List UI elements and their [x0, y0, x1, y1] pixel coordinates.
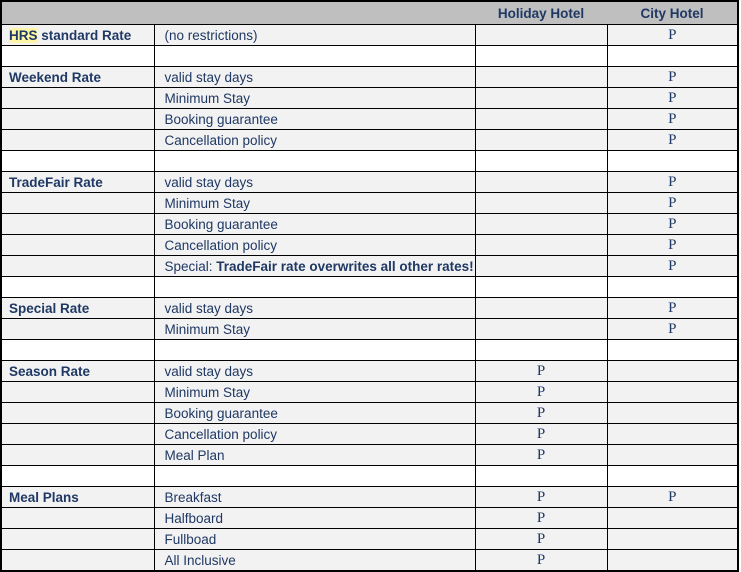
- detail-label: Minimum Stay: [164, 321, 251, 337]
- city-hotel-cell: [607, 529, 738, 550]
- holiday-hotel-cell: [475, 67, 607, 88]
- detail-cell: [154, 25, 475, 46]
- category-cell: [1, 256, 154, 277]
- city-hotel-cell: [607, 403, 738, 424]
- city-hotel-cell: P: [607, 214, 738, 235]
- category-cell: [1, 550, 154, 572]
- holiday-hotel-cell: P: [475, 508, 607, 529]
- category-cell: [1, 403, 154, 424]
- table-header: [1, 1, 738, 25]
- detail-cell: [154, 529, 475, 550]
- holiday-hotel-cell: [475, 298, 607, 319]
- city-hotel-cell: P: [607, 193, 738, 214]
- detail-label: valid stay days: [164, 300, 254, 316]
- table-row: [1, 193, 738, 214]
- table-row: [1, 25, 738, 46]
- city-hotel-cell: [607, 424, 738, 445]
- table-body: [1, 25, 738, 572]
- detail-cell: [154, 298, 475, 319]
- detail-label: Booking guarantee: [164, 111, 278, 127]
- holiday-hotel-cell: [475, 25, 607, 46]
- detail-cell: [154, 151, 475, 172]
- detail-label: Breakfast: [164, 489, 222, 505]
- table-row: [1, 529, 738, 550]
- city-hotel-cell: P: [607, 487, 738, 508]
- category-cell: [1, 529, 154, 550]
- detail-cell: [154, 235, 475, 256]
- city-hotel-cell: P: [607, 130, 738, 151]
- table-row: [1, 424, 738, 445]
- detail-label: Cancellation policy: [164, 426, 278, 442]
- detail-label: (no restrictions): [164, 27, 258, 43]
- detail-cell: [154, 319, 475, 340]
- holiday-hotel-cell: P: [475, 529, 607, 550]
- holiday-hotel-cell: [475, 319, 607, 340]
- detail-cell: [154, 109, 475, 130]
- category-highlight: HRS: [9, 27, 38, 43]
- category-cell: [1, 445, 154, 466]
- table-row: [1, 466, 738, 487]
- holiday-hotel-cell: [475, 214, 607, 235]
- table-row: [1, 277, 738, 298]
- city-hotel-cell: [607, 508, 738, 529]
- city-hotel-cell: P: [607, 67, 738, 88]
- holiday-hotel-cell: P: [475, 550, 607, 572]
- holiday-hotel-cell: P: [475, 445, 607, 466]
- category-cell: [1, 109, 154, 130]
- holiday-hotel-cell: [475, 130, 607, 151]
- detail-cell: [154, 550, 475, 572]
- table-row: [1, 361, 738, 382]
- category-label: Special Rate: [9, 300, 90, 316]
- detail-label: Cancellation policy: [164, 237, 278, 253]
- table-row: [1, 172, 738, 193]
- category-cell: [1, 487, 154, 508]
- detail-label: Halfboard: [164, 510, 224, 526]
- holiday-hotel-cell: [475, 256, 607, 277]
- table-row: [1, 130, 738, 151]
- table-row: [1, 151, 738, 172]
- detail-cell: [154, 67, 475, 88]
- category-cell: [1, 88, 154, 109]
- table-row: [1, 67, 738, 88]
- city-hotel-cell: [607, 340, 738, 361]
- city-hotel-cell: P: [607, 319, 738, 340]
- detail-cell: [154, 340, 475, 361]
- detail-cell: [154, 466, 475, 487]
- city-hotel-cell: [607, 466, 738, 487]
- detail-label: All Inclusive: [164, 552, 236, 568]
- holiday-hotel-cell: [475, 151, 607, 172]
- holiday-hotel-cell: [475, 466, 607, 487]
- category-cell: [1, 361, 154, 382]
- table-row: [1, 508, 738, 529]
- detail-cell: [154, 403, 475, 424]
- detail-label: Minimum Stay: [164, 90, 251, 106]
- category-cell: [1, 508, 154, 529]
- table-row: [1, 403, 738, 424]
- city-hotel-cell: [607, 550, 738, 572]
- category-cell: [1, 25, 154, 46]
- category-cell: [1, 424, 154, 445]
- table-row: [1, 382, 738, 403]
- category-cell: [1, 277, 154, 298]
- city-hotel-cell: [607, 151, 738, 172]
- category-label: Season Rate: [9, 363, 91, 379]
- city-hotel-cell: P: [607, 256, 738, 277]
- header-row: [1, 1, 738, 25]
- table-row: [1, 340, 738, 361]
- city-hotel-cell: P: [607, 88, 738, 109]
- category-cell: [1, 235, 154, 256]
- detail-label: Booking guarantee: [164, 216, 278, 232]
- city-hotel-cell: [607, 46, 738, 67]
- category-cell: [1, 46, 154, 67]
- detail-label: Cancellation policy: [164, 132, 278, 148]
- city-hotel-cell: P: [607, 235, 738, 256]
- holiday-hotel-cell: [475, 109, 607, 130]
- holiday-hotel-cell: [475, 88, 607, 109]
- detail-label: Minimum Stay: [164, 384, 251, 400]
- detail-cell: [154, 88, 475, 109]
- detail-cell: [154, 256, 475, 277]
- detail-cell: [154, 361, 475, 382]
- detail-cell: [154, 277, 475, 298]
- detail-cell: [154, 424, 475, 445]
- city-hotel-cell: [607, 382, 738, 403]
- table-row: [1, 256, 738, 277]
- city-hotel-cell: P: [607, 172, 738, 193]
- category-cell: [1, 172, 154, 193]
- table-row: [1, 214, 738, 235]
- table-row: [1, 88, 738, 109]
- city-hotel-cell: [607, 277, 738, 298]
- table-row: [1, 298, 738, 319]
- detail-label: Special:: [164, 258, 217, 274]
- detail-cell: [154, 382, 475, 403]
- category-label: Meal Plans: [9, 489, 79, 505]
- category-label: TradeFair Rate: [9, 174, 103, 190]
- holiday-hotel-cell: [475, 46, 607, 67]
- detail-label: valid stay days: [164, 174, 254, 190]
- category-label: Weekend Rate: [9, 69, 102, 85]
- detail-cell: [154, 508, 475, 529]
- category-cell: [1, 130, 154, 151]
- category-cell: [1, 466, 154, 487]
- detail-cell: [154, 214, 475, 235]
- table-row: [1, 445, 738, 466]
- city-hotel-header: City Hotel: [607, 1, 738, 25]
- holiday-hotel-cell: [475, 193, 607, 214]
- category-cell: [1, 340, 154, 361]
- detail-label-bold: TradeFair rate overwrites all other rates!: [216, 258, 474, 274]
- table-row: [1, 46, 738, 67]
- detail-cell: [154, 130, 475, 151]
- table-row: [1, 109, 738, 130]
- holiday-hotel-cell: P: [475, 361, 607, 382]
- category-cell: [1, 298, 154, 319]
- detail-cell: [154, 172, 475, 193]
- detail-cell: [154, 487, 475, 508]
- detail-label: Meal Plan: [164, 447, 225, 463]
- detail-label: Booking guarantee: [164, 405, 278, 421]
- table-row: [1, 487, 738, 508]
- detail-label: valid stay days: [164, 69, 254, 85]
- table-row: [1, 235, 738, 256]
- holiday-hotel-cell: [475, 340, 607, 361]
- detail-label: Fullboad: [164, 531, 217, 547]
- city-hotel-cell: P: [607, 109, 738, 130]
- detail-cell: [154, 46, 475, 67]
- holiday-hotel-cell: [475, 277, 607, 298]
- holiday-hotel-cell: [475, 235, 607, 256]
- header-category-spacer: [1, 1, 154, 25]
- detail-label: Minimum Stay: [164, 195, 251, 211]
- category-cell: [1, 151, 154, 172]
- holiday-hotel-cell: P: [475, 424, 607, 445]
- city-hotel-cell: P: [607, 298, 738, 319]
- holiday-hotel-cell: P: [475, 403, 607, 424]
- detail-label: valid stay days: [164, 363, 254, 379]
- city-hotel-cell: [607, 445, 738, 466]
- table-row: [1, 319, 738, 340]
- category-label: standard Rate: [37, 27, 132, 43]
- detail-cell: [154, 445, 475, 466]
- category-cell: [1, 214, 154, 235]
- category-cell: [1, 319, 154, 340]
- table-row: [1, 550, 738, 572]
- header-detail-spacer: [154, 1, 475, 25]
- category-cell: [1, 382, 154, 403]
- holiday-hotel-cell: [475, 172, 607, 193]
- holiday-hotel-cell: P: [475, 487, 607, 508]
- detail-cell: [154, 193, 475, 214]
- holiday-hotel-cell: P: [475, 382, 607, 403]
- city-hotel-cell: [607, 361, 738, 382]
- holiday-hotel-header: Holiday Hotel: [475, 1, 607, 25]
- category-cell: [1, 193, 154, 214]
- city-hotel-cell: P: [607, 25, 738, 46]
- category-cell: [1, 67, 154, 88]
